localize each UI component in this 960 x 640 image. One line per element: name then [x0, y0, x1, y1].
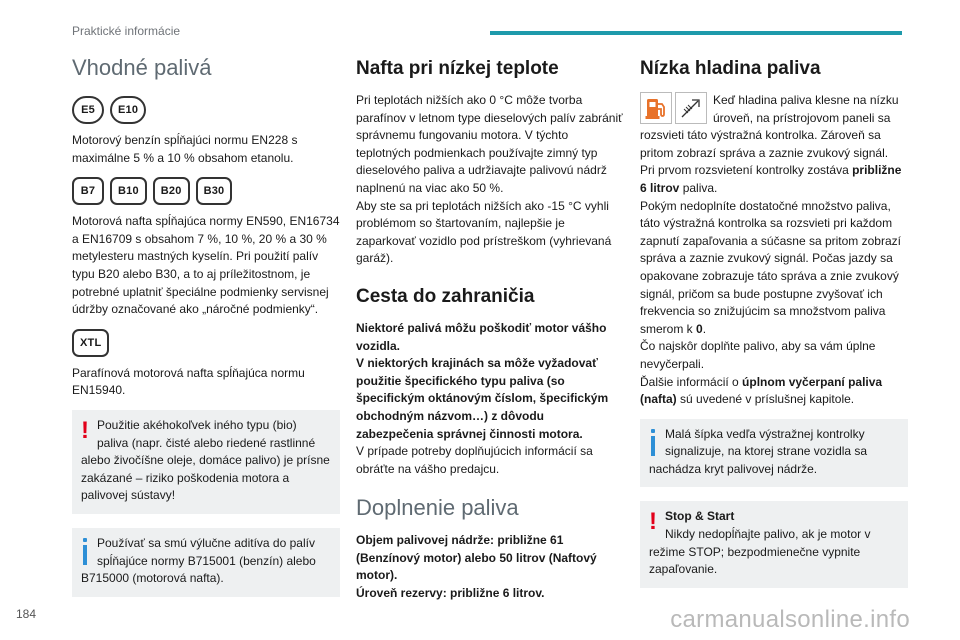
petrol-badges — [72, 96, 340, 124]
tank-capacity-text: Objem palivovej nádrže: približne 61 (Benzínový motor) alebo 50 litrov (Naftový motor). — [356, 533, 597, 583]
abroad-text: V prípade potreby doplňujúcich informácií sa obráťte na vášho predajcu. — [356, 444, 593, 476]
low-fuel-text-2: Pri prvom rozsvietení kontrolky zostáva približne 6 litrov paliva. — [640, 163, 902, 195]
fuel-pump-icon — [640, 92, 672, 124]
reserve-level-text: Úroveň rezervy: približne 6 litrov. — [356, 586, 545, 601]
fuel-badge-b30: B30 — [196, 177, 233, 205]
info-note-additives — [72, 528, 340, 597]
info-icon — [649, 428, 659, 458]
column-low-fuel — [640, 54, 908, 588]
fuel-badge-b10: B10 — [110, 177, 147, 205]
fuel-badge-b7: B7 — [72, 177, 104, 205]
column-suitable-fuels — [72, 54, 340, 597]
section-title-abroad: Cesta do zahraničia — [356, 285, 535, 307]
warning-note-text: Použitie akéhokoľvek iného typu (bio) paliva (napr. čisté alebo riedené rastlinné alebo živočíšne oleje, domáce palivo) je prísne zakázané – riziko poškodenia motora a palivovej sústavy! — [81, 417, 330, 503]
xtl-description: Parafínová motorová nafta spĺňajúca normu EN15940. — [72, 365, 305, 398]
header-section-title: Praktické informácie — [72, 24, 181, 38]
diesel-badges — [72, 177, 340, 205]
fuel-filler-arrow-icon — [675, 92, 707, 124]
info-icon — [81, 537, 91, 567]
column-diesel-travel-refuel — [356, 54, 624, 603]
fuel-badge-b20: B20 — [153, 177, 190, 205]
info-note-filler-arrow — [640, 419, 908, 488]
warning-note-stop-start — [640, 501, 908, 587]
abroad-bold-text-1: Niektoré palivá môžu poškodiť motor vášho vozidla. — [356, 320, 607, 353]
watermark: carmanualsonline.info — [670, 606, 910, 633]
warning-note-text: Nikdy nedopĺňajte palivo, ak je motor v režime STOP; bezpodmienečne vypnite zapaľovanie. — [649, 527, 871, 577]
warning-exclamation-icon: ! — [81, 416, 89, 444]
warning-note-biofuel — [72, 410, 340, 514]
warning-exclamation-icon: ! — [649, 508, 657, 536]
info-note-text: Malá šípka vedľa výstražnej kontrolky signalizuje, na ktorej strane vozidla sa nachádza kryt palivovej nádrže. — [649, 426, 868, 476]
low-fuel-text-3: Pokým nedoplníte dostatočné množstvo paliva, táto výstražná kontrolka sa rozsvieti pri každom zapnutí zapaľovania a súčasne sa pritom zobrazí správa a zaznie zvukový signál. Počas jazdy sa opakovane zobrazuje táto správa a znie zvukový signál, pričom sa bude postupne zvyšovať ich frekvencia so znižujúcim sa množstvom paliva smerom k 0. — [640, 198, 901, 336]
diesel-description: Motorová nafta spĺňajúca normy EN590, EN16734 a EN16709 s obsahom 7 %, 10 %, 20 % a 30 % metylesteru mastných kyselín. Pri použití palív typu B20 alebo B30, a to aj príležitostnom, je potrebné uplatniť špeciálne podmienky servisnej údržby označované ako „náročné podmienky“. — [72, 214, 340, 317]
low-fuel-text-4: Čo najskôr doplňte palivo, aby sa vám úplne nevyčerpali. — [640, 339, 876, 371]
info-note-text: Používať sa smú výlučne aditíva do palív spĺňajúce normy B715001 (benzín) alebo B715000 (motorová nafta). — [81, 535, 316, 586]
warning-note-title: Stop & Start — [665, 509, 735, 524]
fuel-badge-e10: E10 — [110, 96, 146, 124]
cold-diesel-text: Pri teplotách nižších ako 0 °C môže tvorba parafínov v letnom type dieselových palív zabrániť správnemu fungovaniu motora. V týchto teplotných podmienkach používajte zimný typ dieselového paliva a udržiavajte palivovú nádrž naplnenú na viac ako 50 %. — [356, 93, 623, 195]
section-title-cold-diesel: Nafta pri nízkej teplote — [356, 58, 559, 79]
abroad-bold-text-2: V niektorých krajinách sa môže vyžadovať použitie špecifického typu paliva (so špecifickým oktánovým číslom, špecifickým obchodným názvom…) z dôvodu zabezpečenia správnej činnosti motora. — [356, 356, 609, 441]
fuel-badge-e5: E5 — [72, 96, 104, 124]
petrol-description: Motorový benzín spĺňajúci normu EN228 s maximálne 5 % a 10 % obsahom etanolu. — [72, 133, 298, 165]
low-fuel-warning-lamps — [640, 92, 707, 124]
header-accent-rule — [490, 31, 902, 35]
low-fuel-text-1: Keď hladina paliva klesne na nízku úroveň, na prístrojovom paneli sa rozsvieti táto výstražná kontrolka. Zároveň sa pritom zobrazí správa a zaznie zvukový signál. — [640, 93, 899, 160]
section-title-refuelling: Doplnenie paliva — [356, 495, 519, 521]
fuel-badge-xtl: XTL — [72, 329, 109, 357]
cold-diesel-text-2: Aby ste sa pri teplotách nižších ako -15 °C vyhli problémom so štartovaním, najlepšie je zaparkovať vozidlo pod prístreškom (vyhrievaná garáž). — [356, 198, 612, 266]
low-fuel-text-5: Ďalšie informácií o úplnom vyčerpaní paliva (nafta) sú uvedené v príslušnej kapitole. — [640, 374, 883, 407]
section-title-low-fuel: Nízka hladina paliva — [640, 58, 821, 79]
section-title-suitable-fuels: Vhodné palivá — [72, 55, 212, 80]
page-number: 184 — [16, 607, 37, 621]
xtl-badges — [72, 329, 340, 357]
